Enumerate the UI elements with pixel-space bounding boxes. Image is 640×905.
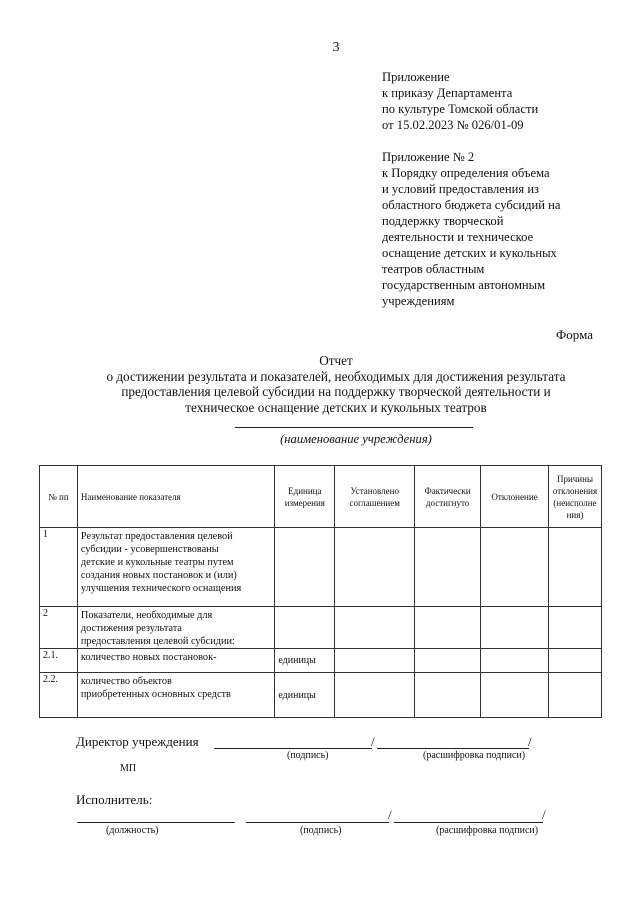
header-unit-line: Единица — [288, 485, 322, 496]
director-label: Директор учреждения — [76, 734, 199, 749]
row-name — [77, 673, 274, 718]
appendix-line: государственным автономным — [382, 278, 546, 292]
row-name — [77, 649, 274, 673]
row-name-line: количество объектов — [80, 676, 172, 687]
header-actual-line: достигнуто — [425, 497, 470, 508]
row-agreed — [335, 607, 415, 649]
row-name — [77, 607, 274, 649]
executor-slash-end: / — [542, 807, 546, 822]
header-agreed-line: Установлено — [350, 485, 399, 496]
director-signature-line — [214, 748, 372, 749]
director-slash-end: / — [528, 734, 532, 749]
row-name-line: приобретенных основных средств — [80, 689, 231, 700]
report-title-line: техническое оснащение детских и кукольных театров — [185, 399, 487, 415]
executor-label: Исполнитель: — [76, 792, 153, 807]
row-actual — [415, 607, 481, 649]
row-name-line: детские и кукольные театры путем — [80, 557, 234, 568]
page-number: 3 — [332, 40, 340, 55]
header-reasons-line: ния) — [566, 509, 584, 520]
header-reasons-line: Причины — [556, 473, 593, 484]
appendix-line: к Порядку определения объема — [382, 166, 550, 180]
header-actual — [415, 466, 481, 528]
row-deviation — [481, 607, 549, 649]
header-reasons-line: отклонения — [552, 485, 598, 496]
executor-signature-caption: (подпись) — [300, 825, 342, 836]
appendix-line: к приказу Департамента — [382, 86, 513, 100]
row-deviation — [481, 528, 549, 607]
director-slash: / — [371, 734, 375, 749]
row-name-line: Показатели, необходимые для — [80, 610, 213, 621]
row-name-line: улучшения технического оснащения — [80, 583, 242, 594]
executor-signature-line — [246, 822, 389, 823]
header-agreed — [335, 466, 415, 528]
appendix-line: деятельности и техническое — [382, 230, 534, 244]
row-name-line: предоставления целевой субсидии: — [80, 636, 235, 647]
row-unit: единицы — [275, 673, 335, 718]
row-num: 2.2. — [40, 673, 78, 718]
report-title-line: предоставления целевой субсидии на поддержку творческой деятельности и — [121, 384, 551, 399]
appendix-line: по культуре Томской области — [382, 102, 539, 116]
executor-decoding-line — [394, 822, 543, 823]
row-num: 1 — [40, 528, 78, 607]
appendix-line: Приложение — [382, 70, 450, 84]
appendix-line: и условий предоставления из — [382, 182, 540, 196]
appendix-line: поддержку творческой — [382, 214, 504, 228]
row-reasons — [548, 607, 601, 649]
report-table — [39, 465, 602, 718]
row-agreed — [335, 673, 415, 718]
table-row — [40, 607, 602, 649]
header-actual-line: Фактически — [424, 485, 471, 496]
row-num: 2.1. — [40, 649, 78, 673]
header-unit-line: измерения — [284, 497, 325, 508]
appendix-line: областного бюджета субсидий на — [382, 198, 561, 212]
header-deviation: Отклонение — [481, 466, 549, 528]
table-row — [40, 673, 602, 718]
table-header-row — [40, 466, 602, 528]
header-name: Наименование показателя — [77, 466, 274, 528]
row-deviation — [481, 649, 549, 673]
row-actual — [415, 649, 481, 673]
report-title-line: о достижении результата и показателей, необходимых для достижения результата — [106, 368, 566, 384]
appendix-line: оснащение детских и кукольных — [382, 246, 557, 260]
row-name-line: достижения результата — [80, 623, 182, 634]
appendix-line: от 15.02.2023 № 026/01-09 — [382, 118, 524, 132]
header-unit — [275, 466, 335, 528]
executor-decoding-caption: (расшифровка подписи) — [436, 825, 539, 836]
executor-position-line — [77, 822, 235, 823]
row-reasons — [548, 673, 601, 718]
row-unit — [275, 607, 335, 649]
appendix-line: Приложение № 2 — [382, 150, 475, 164]
row-actual — [415, 673, 481, 718]
row-agreed — [335, 649, 415, 673]
row-agreed — [335, 528, 415, 607]
header-num: № пп — [40, 466, 78, 528]
table-row — [40, 528, 602, 607]
row-name-line: субсидии - усовершенствованы — [80, 544, 219, 555]
appendix-line: учреждениям — [382, 294, 455, 308]
table-row — [40, 649, 602, 673]
row-num: 2 — [40, 607, 78, 649]
institution-name-line — [235, 427, 473, 428]
header-reasons — [548, 466, 601, 528]
appendix-spacer — [382, 133, 622, 149]
header-reasons-line: (неисполне — [553, 497, 597, 508]
row-name-line: создания новых постановок и (или) — [80, 570, 237, 581]
row-deviation — [481, 673, 549, 718]
stamp-label: МП — [120, 763, 137, 774]
appendix-line: театров областным — [382, 262, 485, 276]
executor-position-caption: (должность) — [106, 825, 159, 836]
row-unit: единицы — [275, 649, 335, 673]
appendix-block — [382, 69, 622, 309]
executor-slash: / — [388, 807, 392, 822]
director-decoding-caption: (расшифровка подписи) — [423, 750, 526, 761]
report-title-line: Отчет — [319, 353, 353, 368]
report-title — [0, 353, 640, 415]
row-reasons — [548, 649, 601, 673]
form-label: Форма — [556, 327, 593, 342]
row-name-line: Результат предоставления целевой — [80, 531, 233, 542]
row-actual — [415, 528, 481, 607]
row-name — [77, 528, 274, 607]
row-unit — [275, 528, 335, 607]
director-signature-caption: (подпись) — [287, 750, 329, 761]
director-decoding-line — [377, 748, 529, 749]
institution-label: (наименование учреждения) — [280, 432, 432, 446]
header-agreed-line: соглашением — [349, 497, 400, 508]
row-name-line: количество новых постановок- — [80, 652, 217, 663]
row-reasons — [548, 528, 601, 607]
